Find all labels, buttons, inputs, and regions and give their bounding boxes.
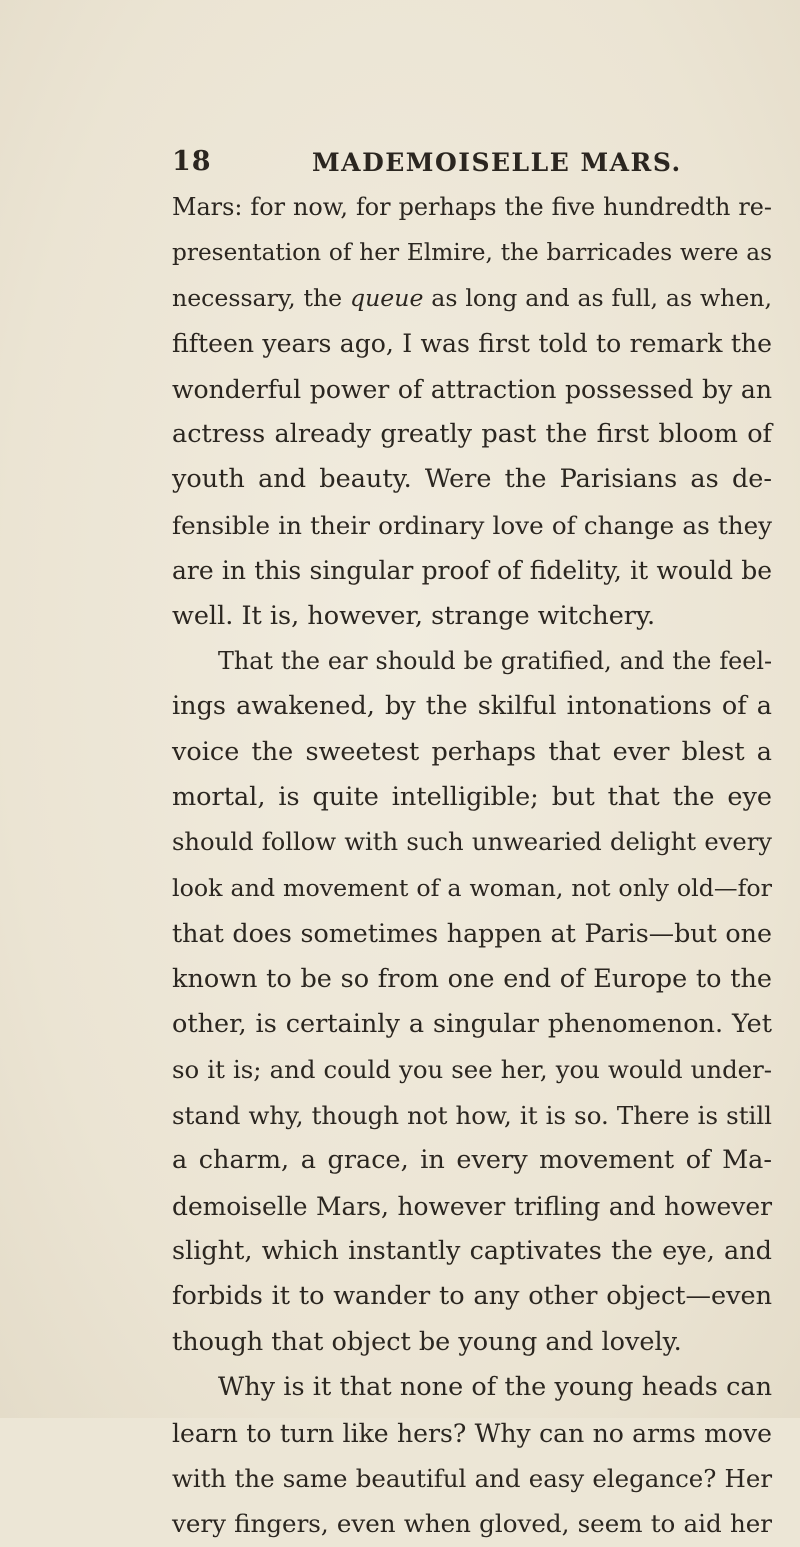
text-line — [172, 276, 772, 321]
text-line: so it is; and could you see her, you would under- — [172, 1055, 772, 1085]
running-title: MADEMOISELLE MARS. — [312, 148, 682, 177]
text-line: very fingers, even when gloved, seem to aid her — [172, 1509, 772, 1539]
text-line: should follow with such unwearied delight every — [172, 828, 772, 857]
text-line: a charm, a grace, in every movement of Ma- — [172, 1145, 772, 1176]
text-line: ings awakened, by the skilful intonations of a — [172, 691, 772, 722]
paragraph-end-line: well. It is, however, strange witchery. — [172, 600, 656, 631]
text-line: fensible in their ordinary love of change as they — [172, 510, 772, 540]
text-line: demoiselle Mars, however trifling and however — [172, 1191, 772, 1221]
page-header — [172, 140, 772, 184]
page-number: 18 — [172, 146, 212, 177]
paragraph-start-line: That the ear should be gratified, and the feel- — [218, 646, 772, 675]
text-line: stand why, though not how, it is so. There is still — [172, 1100, 772, 1130]
text-line: mortal, is quite intelligible; but that the eye — [172, 782, 772, 813]
text-line: Mars: for now, for perhaps the five hundredth re- — [172, 193, 772, 221]
text-line: known to be so from one end of Europe to the — [172, 963, 772, 994]
paragraph-end-line: though that object be young and lovely. — [172, 1326, 682, 1357]
text-line: youth and beauty. Were the Parisians as de- — [172, 464, 772, 495]
text-line: other, is certainly a singular phenomenon. Yet — [172, 1009, 772, 1040]
text-line: are in this singular proof of fidelity, it would be — [172, 556, 772, 586]
text-line: actress already greatly past the first bloom of — [172, 418, 772, 449]
text-segment: as long and as full, as when, — [431, 283, 773, 312]
body-text — [172, 185, 772, 1547]
text-line: look and movement of a woman, not only old—for — [172, 873, 772, 902]
text-line: fifteen years ago, I was first told to remark the — [172, 329, 772, 359]
text-line: wonderful power of attraction possessed by an — [172, 374, 772, 404]
text-line: presentation of her Elmire, the barricades were as — [172, 239, 772, 267]
text-line: that does sometimes happen at Paris—but one — [172, 918, 772, 949]
paragraph-start-line: Why is it that none of the young heads can — [218, 1372, 772, 1403]
text-line: slight, which instantly captivates the eye, and — [172, 1235, 772, 1266]
text-line: forbids it to wander to any other object—even — [172, 1281, 772, 1312]
text-line: voice the sweetest perhaps that ever blest a — [172, 736, 772, 767]
italic-word: queue — [349, 283, 424, 312]
text-line: with the same beautiful and easy elegance? Her — [172, 1463, 772, 1493]
text-line: learn to turn like hers? Why can no arms move — [172, 1418, 772, 1448]
text-segment: necessary, the — [172, 283, 343, 312]
